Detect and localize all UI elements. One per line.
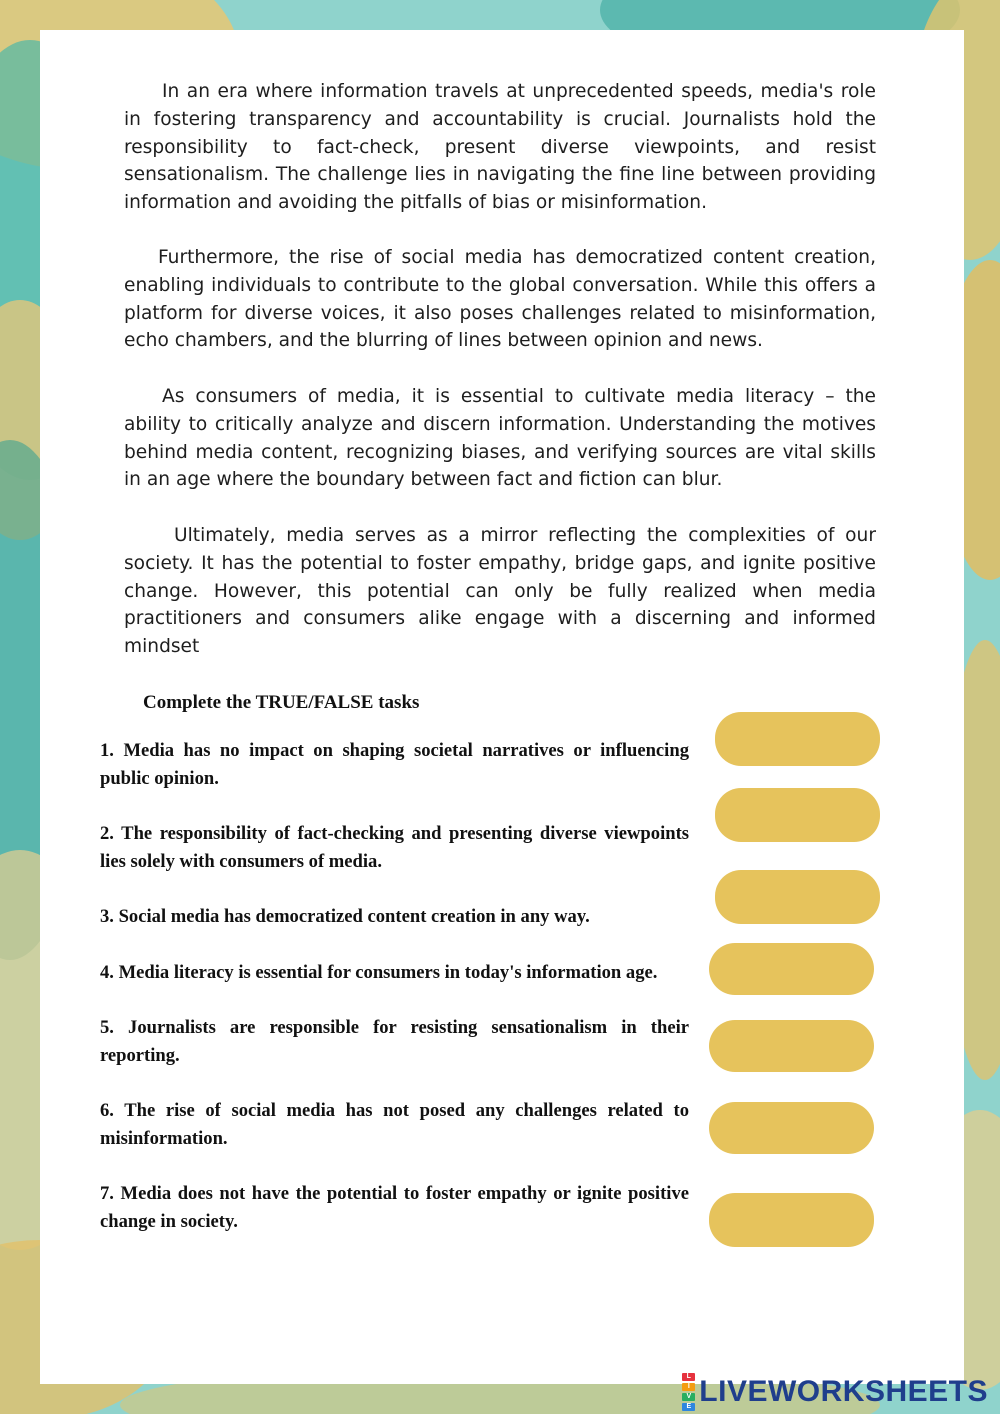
reading-paragraph-3: As consumers of media, it is essential to cultivate media literacy – the ability to critically analyze and discern information. Understanding the motives behind media content, recognizing biases, and verifying sources are vital skills in an age where the boundary between fact and fiction can blur. [124, 386, 876, 491]
liveworksheets-logo-icon [682, 1372, 695, 1412]
question-7: 7. Media does not have the potential to foster empathy or ignite positive change in society. [100, 1183, 689, 1232]
answer-box-3[interactable] [715, 870, 880, 924]
question-1: 1. Media has no impact on shaping societal narratives or influencing public opinion. [100, 740, 689, 789]
liveworksheets-footer [682, 1372, 988, 1412]
answer-box-5[interactable] [709, 1020, 874, 1072]
worksheet-page [40, 30, 964, 1384]
answer-box-2[interactable] [715, 788, 880, 842]
question-2: 2. The responsibility of fact-checking and presenting diverse viewpoints lies solely with consumers of media. [100, 823, 689, 872]
logo-letter-v: V [682, 1393, 695, 1401]
tasks-heading: Complete the TRUE/FALSE tasks [143, 692, 420, 713]
logo-letter-l: L [682, 1373, 695, 1381]
question-3: 3. Social media has democratized content creation in any way. [100, 906, 590, 927]
reading-paragraph-1: In an era where information travels at unprecedented speeds, media's role in fostering transparency and accountability is crucial. Journalists hold the responsibility to fact-check, present diverse viewpoints, and resist sensationalism. The challenge lies in navigating the fine line between providing information and avoiding the pitfalls of bias or misinformation. [124, 81, 876, 214]
question-5: 5. Journalists are responsible for resisting sensationalism in their reporting. [100, 1017, 689, 1066]
reading-paragraph-2: Furthermore, the rise of social media has democratized content creation, enabling individuals to contribute to the global conversation. While this offers a platform for diverse voices, it also poses challenges related to misinformation, echo chambers, and the blurring of lines between opinion and news. [124, 247, 876, 352]
reading-paragraph-4: Ultimately, media serves as a mirror reflecting the complexities of our society. It has the potential to foster empathy, bridge gaps, and ignite positive change. However, this potential can only be fully realized when media practitioners and consumers alike engage with a discerning and informed mindset [124, 525, 876, 658]
logo-letter-e: E [682, 1403, 695, 1411]
answer-box-7[interactable] [709, 1193, 874, 1247]
question-4: 4. Media literacy is essential for consumers in today's information age. [100, 962, 658, 983]
answer-box-4[interactable] [709, 943, 874, 995]
brand-name: LIVEWORKSHEETS [699, 1375, 988, 1408]
question-6: 6. The rise of social media has not posed any challenges related to misinformation. [100, 1100, 689, 1149]
answer-box-6[interactable] [709, 1102, 874, 1154]
answer-box-1[interactable] [715, 712, 880, 766]
logo-letter-i: I [682, 1383, 695, 1391]
